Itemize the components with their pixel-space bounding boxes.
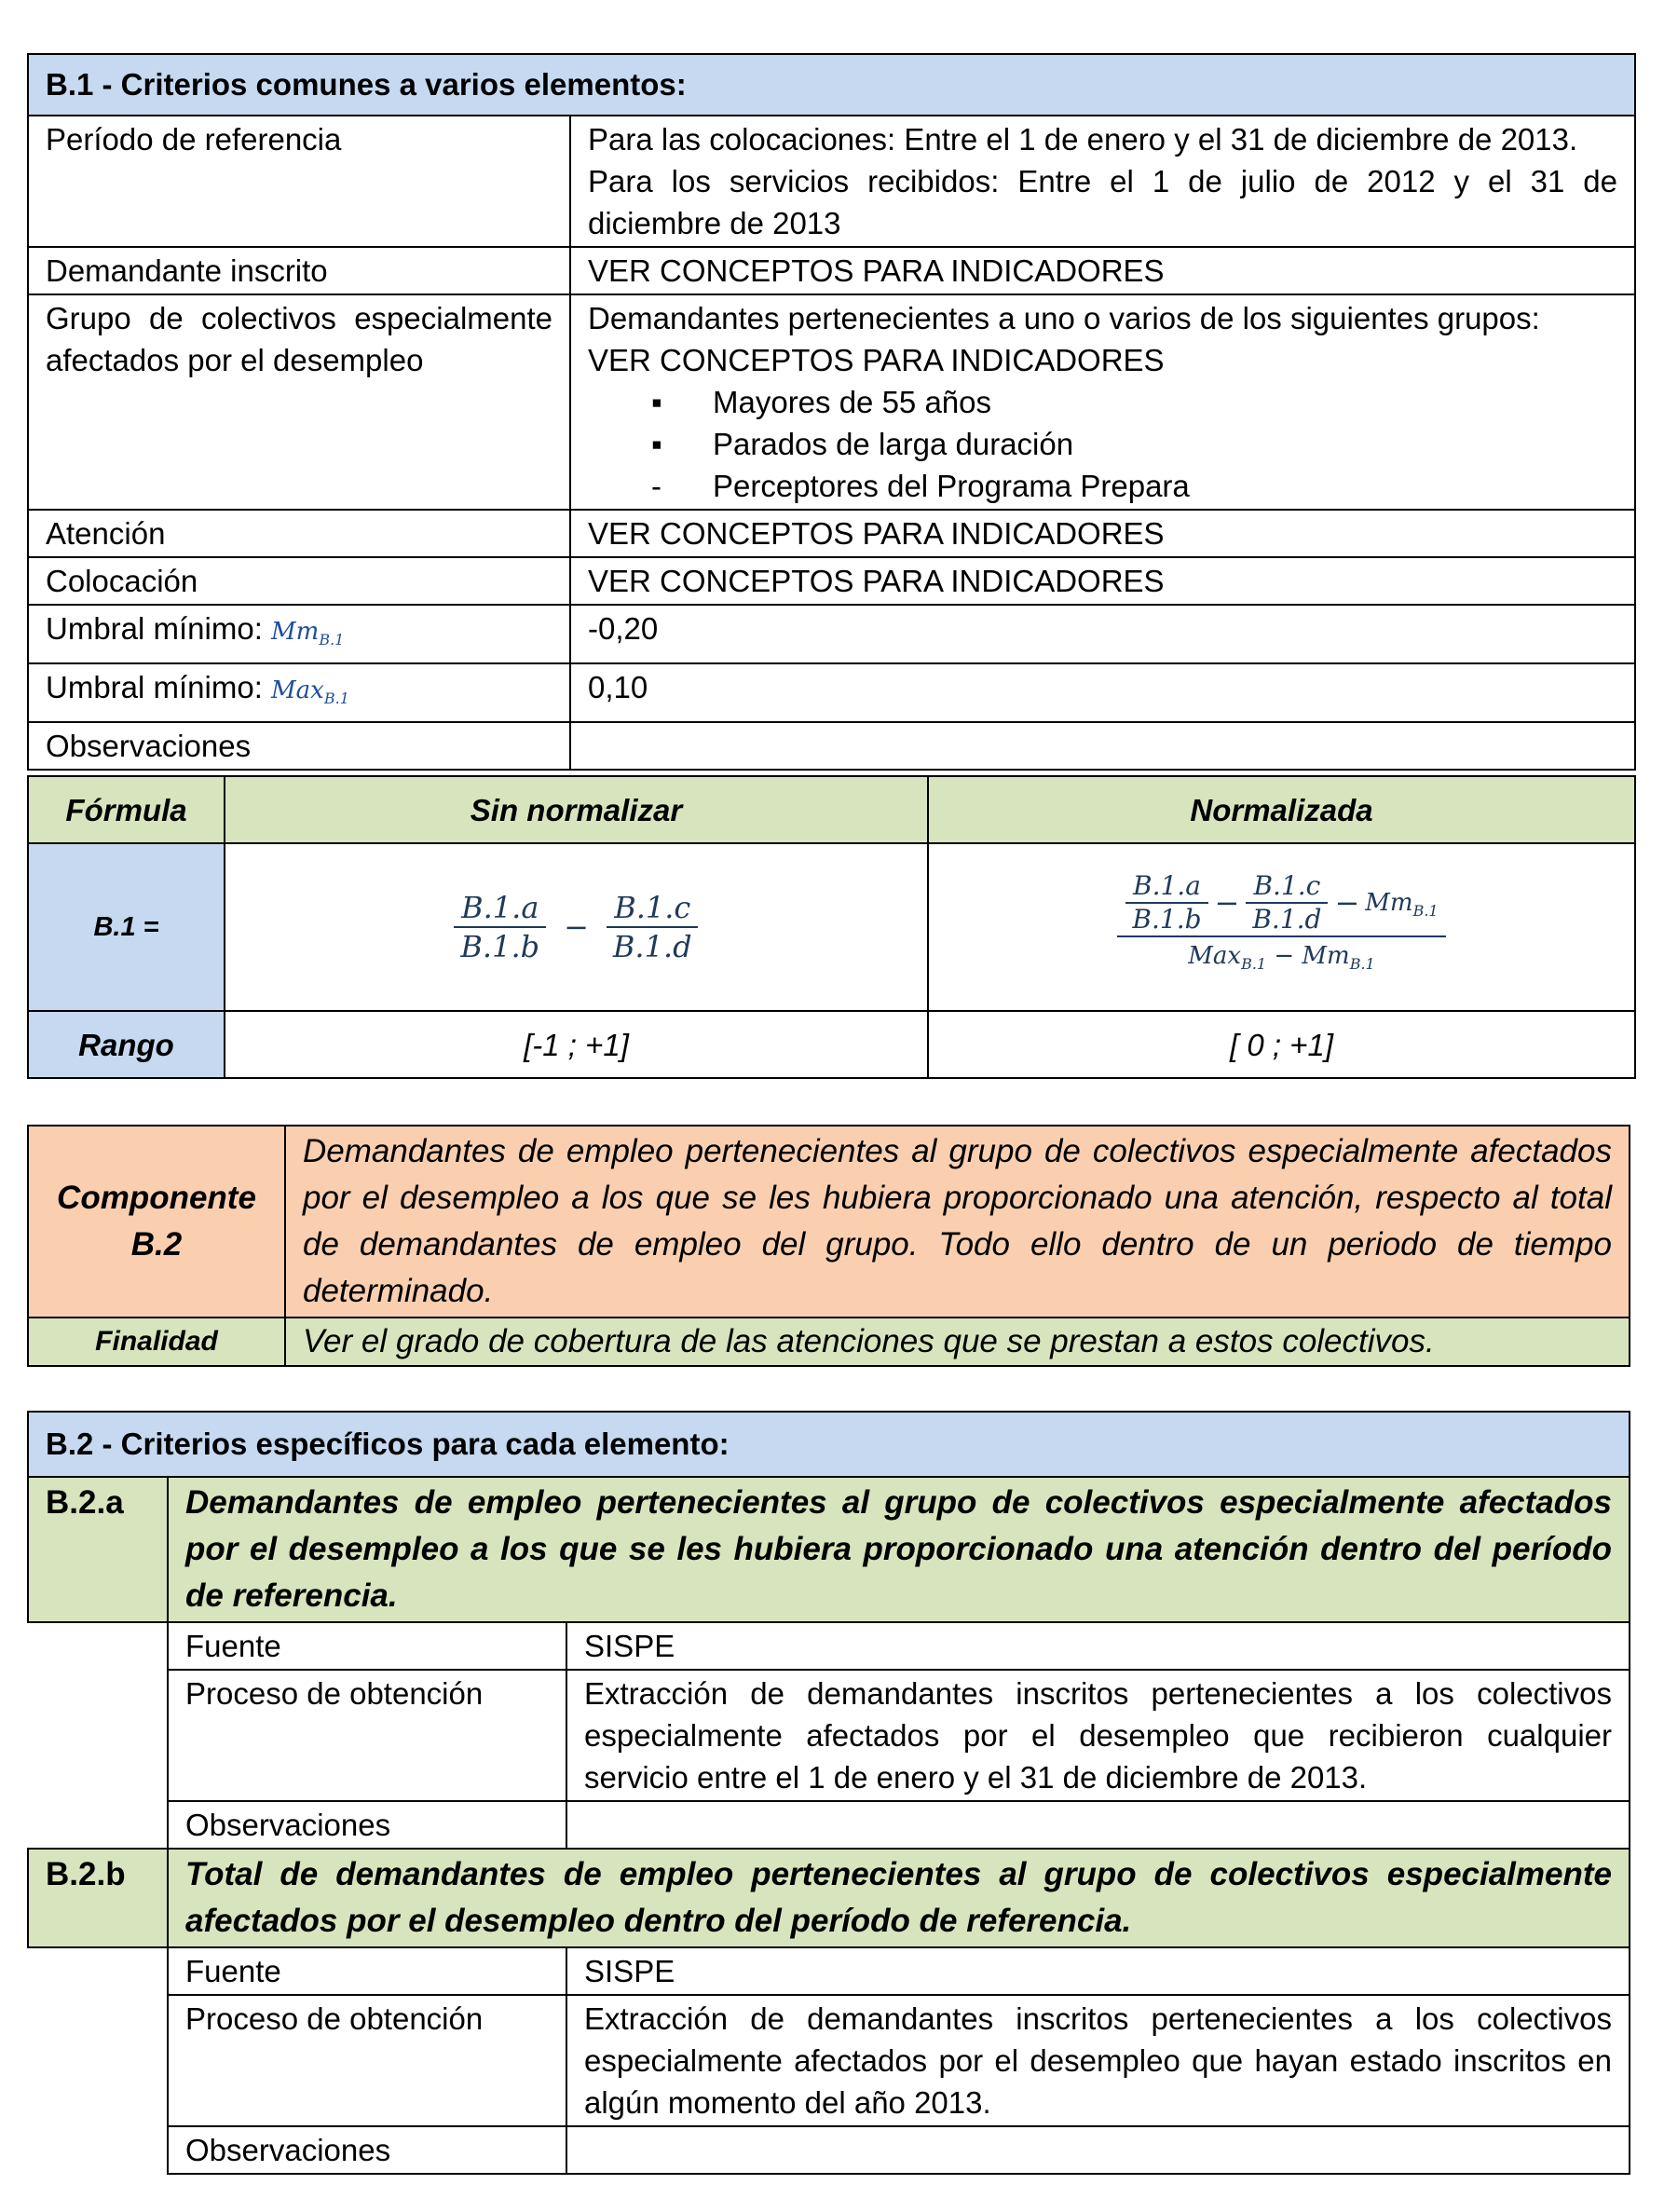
table-row [28, 2126, 1630, 2174]
row-value: VER CONCEPTOS PARA INDICADORES [570, 510, 1635, 557]
raw-formula: $\frac{B.1.a}{B.1.b}$ − $\frac{B.1.c}{B.1.d}$ [225, 843, 928, 1011]
threshold-max-symbol: Max$_{B.1}$ [271, 676, 349, 708]
element-title: Total de demandantes de empleo pertenecientes al grupo de colectivos especialmente afectados por el desempleo dentro del período de referencia. [168, 1849, 1630, 1947]
table-row [28, 1947, 1630, 1995]
formula-table [27, 775, 1636, 1079]
normalized-formula [928, 843, 1635, 1011]
table-row [28, 1670, 1630, 1801]
b2-title: B.2 - Criterios específicos para cada elemento: [28, 1412, 1630, 1477]
process-label: Proceso de obtención [168, 1670, 566, 1801]
b1-title: B.1 - Criterios comunes a varios elementos: [28, 54, 1635, 116]
list-item: ▪ Mayores de 55 años [651, 385, 992, 419]
normalized-header: Normalizada [928, 776, 1635, 843]
period-placements: Para las colocaciones: Entre el 1 de enero y el 31 de diciembre de 2013. [588, 122, 1578, 157]
b1-criteria-table [27, 53, 1636, 771]
element-code: B.2.a [28, 1477, 168, 1622]
table-row [28, 1995, 1630, 2126]
observations-label: Observaciones [168, 1801, 566, 1849]
row-value [570, 294, 1635, 510]
row-label: Colocación [28, 557, 570, 605]
row-label: Umbral mínimo: $Mm_{B.1}$ [28, 605, 570, 663]
range-label: Rango [28, 1011, 225, 1078]
row-label: Demandante inscrito [28, 247, 570, 294]
table-row [28, 247, 1635, 294]
component-label: Componente B.2 [28, 1126, 285, 1318]
purpose-text: Ver el grado de cobertura de las atenciones que se prestan a estos colectivos. [285, 1318, 1630, 1366]
table-row [28, 294, 1635, 510]
row-value: 0,10 [570, 663, 1635, 722]
range-raw: [-1 ; +1] [225, 1011, 928, 1078]
row-label: Umbral mínimo: Max$_{B.1}$ [28, 663, 570, 722]
row-label: Grupo de colectivos especialmente afectados por el desempleo [28, 294, 570, 510]
group-ref: VER CONCEPTOS PARA INDICADORES [588, 343, 1165, 377]
process-label: Proceso de obtención [168, 1995, 566, 2126]
group-list [588, 381, 1617, 507]
row-value: VER CONCEPTOS PARA INDICADORES [570, 557, 1635, 605]
process-value: Extracción de demandantes inscritos pertenecientes a los colectivos especialmente afectados por el desempleo que hayan estado inscritos en algún momento del año 2013. [566, 1995, 1630, 2126]
source-value: SISPE [566, 1947, 1630, 1995]
range-normalized: [ 0 ; +1] [928, 1011, 1635, 1078]
element-title: Demandantes de empleo pertenecientes al grupo de colectivos especialmente afectados por el desempleo a los que se les hubiera proporcionado una atención dentro del período de referencia. [168, 1477, 1630, 1622]
component-description: Demandantes de empleo pertenecientes al grupo de colectivos especialmente afectados por el desempleo a los que se les hubiera proporcionado una atención, respecto al total de demandantes de empleo del grupo. Todo ello dentro de un periodo de tiempo determinado. [285, 1126, 1630, 1318]
table-row [28, 116, 1635, 247]
element-code: B.2.b [28, 1849, 168, 1947]
group-intro: Demandantes pertenecientes a uno o varios de los siguientes grupos: [588, 301, 1540, 335]
fraction-a-b: $\frac{B.1.a}{B.1.b}$ [453, 889, 547, 965]
row-label: Atención [28, 510, 570, 557]
table-row [28, 722, 1635, 770]
formula-row-label: B.1 = [28, 843, 225, 1011]
table-row [28, 1801, 1630, 1849]
table-row [28, 510, 1635, 557]
source-label: Fuente [168, 1622, 566, 1670]
row-value [570, 722, 1635, 770]
b2-criteria-table [27, 1411, 1630, 2175]
table-row [28, 1622, 1630, 1670]
threshold-min-symbol: $Mm_{B.1}$ [271, 618, 345, 649]
source-label: Fuente [168, 1947, 566, 1995]
row-value [570, 116, 1635, 247]
table-row [28, 663, 1635, 722]
component-table [27, 1125, 1630, 1367]
observations-value [566, 1801, 1630, 1849]
fraction-c-d: $\frac{B.1.c}{B.1.d}$ [606, 889, 700, 965]
formula-header: Fórmula [28, 776, 225, 843]
raw-header: Sin normalizar [225, 776, 928, 843]
table-row [28, 605, 1635, 663]
purpose-label: Finalidad [28, 1318, 285, 1366]
source-value: SISPE [566, 1622, 1630, 1670]
list-item: - Perceptores del Programa Prepara [651, 469, 1190, 503]
process-value: Extracción de demandantes inscritos pertenecientes a los colectivos especialmente afectados por el desempleo que recibieron cualquier servicio entre el 1 de enero y el 31 de diciembre de 2013. [566, 1670, 1630, 1801]
table-row [28, 557, 1635, 605]
observations-value [566, 2126, 1630, 2174]
period-services: Para los servicios recibidos: Entre el 1 de julio de 2012 y el 31 de diciembre de 2013 [588, 164, 1617, 240]
row-value: VER CONCEPTOS PARA INDICADORES [570, 247, 1635, 294]
normalized-fraction: $\frac{B.1.a}{B.1.b}$ − $\frac{B.1.c}{B.1.d}$ − $Mm_{B.1}$ $Max_{B.1} - Mm_{B.1}$ [1117, 870, 1445, 983]
list-item: ▪ Parados de larga duración [651, 427, 1074, 461]
row-label: Período de referencia [28, 116, 570, 247]
row-value: -0,20 [570, 605, 1635, 663]
row-label: Observaciones [28, 722, 570, 770]
observations-label: Observaciones [168, 2126, 566, 2174]
